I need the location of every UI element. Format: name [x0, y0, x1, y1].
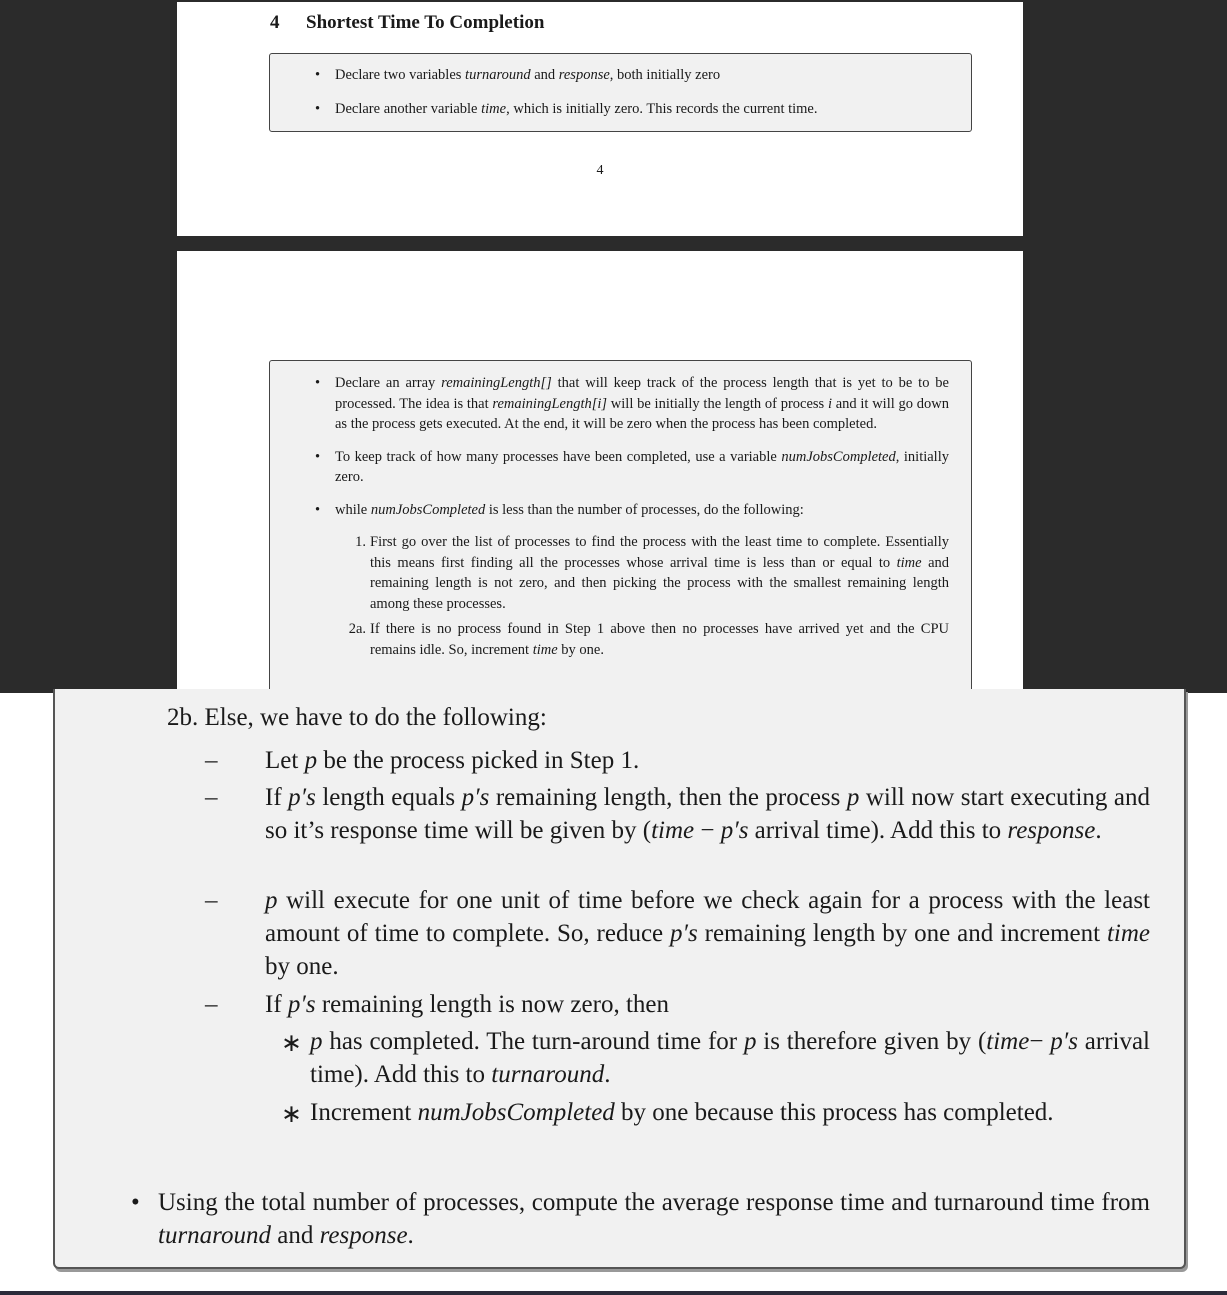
page-number: 4 — [596, 163, 604, 178]
list-item: • Using the total number of processes, compute the average response time and turnaround time from turnaround and response. — [131, 1189, 1150, 1249]
numbered-step: 1. First go over the list of processes to find the process with the least time to complete. Essentially this means first finding all the processes whose arrival time is less than or equal to time and remaining length is not zero, and then picking the process with the smallest remaining length among these processes. — [355, 534, 950, 612]
pdf-page-4 — [177, 2, 1023, 236]
list-item: – Let p be the process picked in Step 1. — [205, 747, 640, 774]
list-item: ∗ p has completed. The turn-around time for p is therefore given by (time− p′s arrival time). Add this to turnaround. — [281, 1028, 1151, 1088]
list-item: • Declare an array remainingLength[] that will keep track of the process length that is yet to be to be processed. The idea is that remainingLength[i] will be initially the length of process i and it will go down as the process gets executed. At the end, it will be zero when the process has been completed. — [270, 373, 971, 435]
list-item: – If p′s length equals p′s remaining length, then the process p will now start executing and so it’s response time will be given by (time − p′s arrival time). Add this to response. — [205, 784, 1151, 844]
section-heading — [270, 12, 544, 34]
zoomed-page-view — [0, 693, 1227, 1295]
list-item: ∗ Increment numJobsCompleted by one because this process has completed. — [281, 1099, 1054, 1128]
step-2b-heading: 2b. Else, we have to do the following: — [167, 704, 547, 731]
algorithm-box-zoomed — [53, 689, 1186, 1269]
section-number: 4 — [270, 12, 280, 33]
numbered-step: 2a. If there is no process found in Step 1 above then no processes have arrived yet and the CPU remains idle. So, increment time by one. — [348, 621, 949, 658]
list-item: – p will execute for one unit of time before we check again for a process with the least amount of time to complete. So, reduce p′s remaining length by one and increment time by one. — [205, 887, 1150, 980]
pdf-page-5 — [177, 251, 1023, 693]
algorithm-box-part-2 — [269, 360, 972, 693]
section-title: Shortest Time To Completion — [306, 12, 545, 33]
list-item: • To keep track of how many processes have been completed, use a variable numJobsCompleted, initially zero. — [270, 447, 971, 488]
list-item: – If p′s remaining length is now zero, then — [205, 991, 669, 1018]
list-item: • Declare another variable time, which is initially zero. This records the current time. — [270, 99, 971, 120]
list-item: • Declare two variables turnaround and response, both initially zero — [270, 65, 971, 86]
list-item: • while numJobsCompleted is less than the number of processes, do the following: — [270, 500, 971, 521]
algorithm-box-part-1 — [269, 53, 972, 132]
